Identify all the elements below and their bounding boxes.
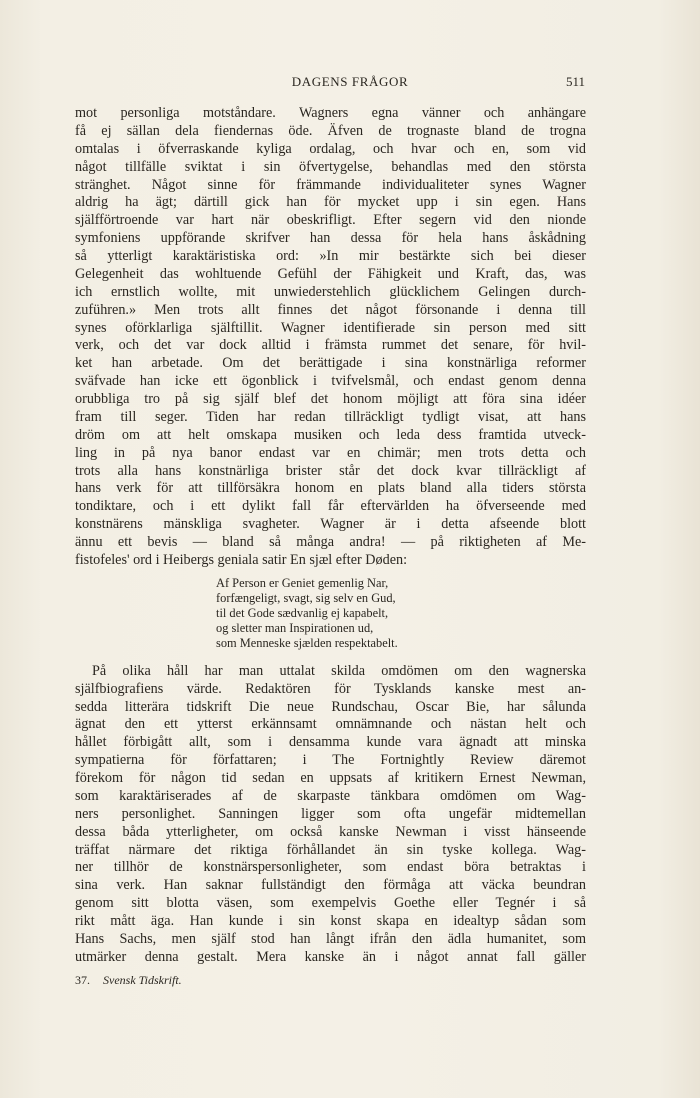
text-line: ners personlighet. Sanningen ligger som ofta ungefär midtemellan (75, 805, 586, 822)
text-line: aldrig ha ägt; därtill gick han för mycket upp i sin egen. Hans (75, 194, 586, 211)
text-line: verk, och det var dock alltid i främsta rummet det senare, för hvil- (75, 337, 586, 354)
text-line: ling in på nya banor endast var en chimär; men trots detta och (75, 444, 586, 461)
text-line: zuführen.» Men trots allt finnes det något försonande i denna till (75, 301, 586, 318)
journal-title: Svensk Tidskrift. (103, 973, 182, 987)
text-line: rikt mått äga. Han kunde i sin konst skapa en idealtyp sådan som (75, 913, 586, 929)
page-number: 511 (565, 74, 585, 89)
text-line: sympatierna för författaren; i The Fortnightly Review däremot (75, 752, 586, 769)
running-title: DAGENS FRÅGOR (291, 74, 409, 89)
text-line: Gelegenheit das wohltuende Gefühl der Fähigkeit und Kraft, das, was (75, 265, 586, 282)
text-line: något tillfälle sviktat i sin öfvertygelse, behandlas med den största (75, 158, 586, 175)
text-line: symfoniens uppförande skrifver han dessa för hela hans åskådning (75, 230, 586, 247)
signature-footer (75, 973, 182, 988)
text-line: dessa båda ytterligheter, om också kanske Newman i visst hänseende (75, 823, 586, 840)
text-line: fistofeles' ord i Heibergs geniala satir En sjæl efter Døden: (75, 551, 408, 568)
text-line: sväfvade han icke ett ögonblick i tvifvelsmål, och endast genom denna (75, 373, 586, 390)
verse-line: Af Person er Geniet gemenlig Nar, (216, 575, 389, 590)
text-line: sedda litterära tidskrift Die neue Rundschau, Oscar Bie, har sålunda (75, 698, 586, 715)
verse-line: til det Gode sædvanlig ej kapabelt, (216, 605, 389, 620)
text-line: synes oförklarliga själftillit. Wagner identifierade sin person med sitt (75, 319, 586, 336)
text-line: ich ernstlich wollte, mit unwiederstehlich glücklichem Gelingen durch- (75, 283, 586, 300)
paragraph-1 (75, 105, 586, 570)
text-line: Hans Sachs, men själf stod han långt ifrån den ädla humanitet, som (75, 930, 586, 947)
text-line: ner tillhör de konstnärspersonligheter, som endast böra betraktas i (75, 859, 586, 876)
paragraph-2 (75, 663, 586, 967)
text-line: omtalas i öfverraskande kyliga ordalag, och hvar och en, som vid (75, 140, 586, 157)
text-line: sina verk. Han saknar fullständigt den förmåga att väcka beundran (75, 877, 586, 894)
verse-quote (216, 576, 586, 651)
text-line: ket han arbetade. Om det berättigade i sina konstnärliga reformer (75, 355, 586, 372)
text-line: tondiktare, och i ett dylikt fall får eftervärlden ha öfverseende med (75, 498, 586, 515)
text-line: hållet förbigått allt, som i densamma kunde vara ägnadt att minska (75, 734, 586, 751)
text-line: dröm om att helt omskapa musiken och leda dess framtida utveck- (75, 426, 586, 443)
text-line: ägnat den ett ytterst erkännsamt omnämnande och nästan helt och (75, 716, 586, 733)
text-line: förekom för någon tid sedan en uppsats af kritikern Ernest Newman, (75, 770, 586, 786)
text-line: genom sitt blotta väsen, som exempelvis Goethe eller Tegnér i så (75, 895, 586, 912)
text-line: ännu ett bevis — bland så många andra! — på riktigheten af Me- (75, 534, 586, 550)
text-line: som karaktäriserades af de skarpaste tänkbara omdömen om Wag- (75, 787, 586, 804)
verse-line: som Menneske sjælden respektabelt. (216, 635, 398, 650)
verse-line: og sletter man Inspirationen ud, (216, 620, 374, 635)
text-line: stränghet. Något sinne för främmande individualiteter synes Wagner (75, 176, 586, 193)
text-line: konstnärens mänskliga svagheter. Wagner är i detta afseende blott (75, 516, 586, 533)
text-line: utmärker denna gestalt. Mera kanske än i något annat fall gäller (75, 948, 586, 965)
text-line: mot personliga motståndare. Wagners egna vänner och anhängare (75, 105, 586, 121)
body-text (75, 105, 586, 967)
text-line: själfbiografiens värde. Redaktören för Tysklands kanske mest an- (75, 680, 586, 697)
text-line: så ytterligt karaktäristiska ord: »In mir bestärkte sich bei dieser (75, 248, 586, 264)
signature-number: 37. (75, 973, 90, 987)
text-line: orubbliga tro på sig själf blef det honom möjligt att föra sina idéer (75, 391, 586, 407)
text-line: själfförtroende var hart när obeskrifligt. Efter segern vid den nionde (75, 212, 586, 229)
text-line: trots alla hans konstnärliga brister står det dock kvar tillräckligt af (75, 462, 586, 479)
text-line: hans verk för att tillförsäkra honom en plats bland alla tiders största (75, 480, 586, 497)
text-line: På olika håll har man uttalat skilda omdömen om den wagnerska (92, 662, 586, 679)
verse-line: forfængeligt, svagt, sig selv en Gud, (216, 590, 396, 605)
text-line: fram till seger. Tiden har redan tillräckligt tydligt visat, att hans (75, 408, 586, 425)
running-head (0, 74, 700, 92)
text-line: få ej sällan dela fiendernas öde. Äfven de trognaste bland de trogna (75, 122, 586, 139)
text-line: träffat närmare det riktiga förhållandet än sin tyske kollega. Wag- (75, 841, 586, 858)
